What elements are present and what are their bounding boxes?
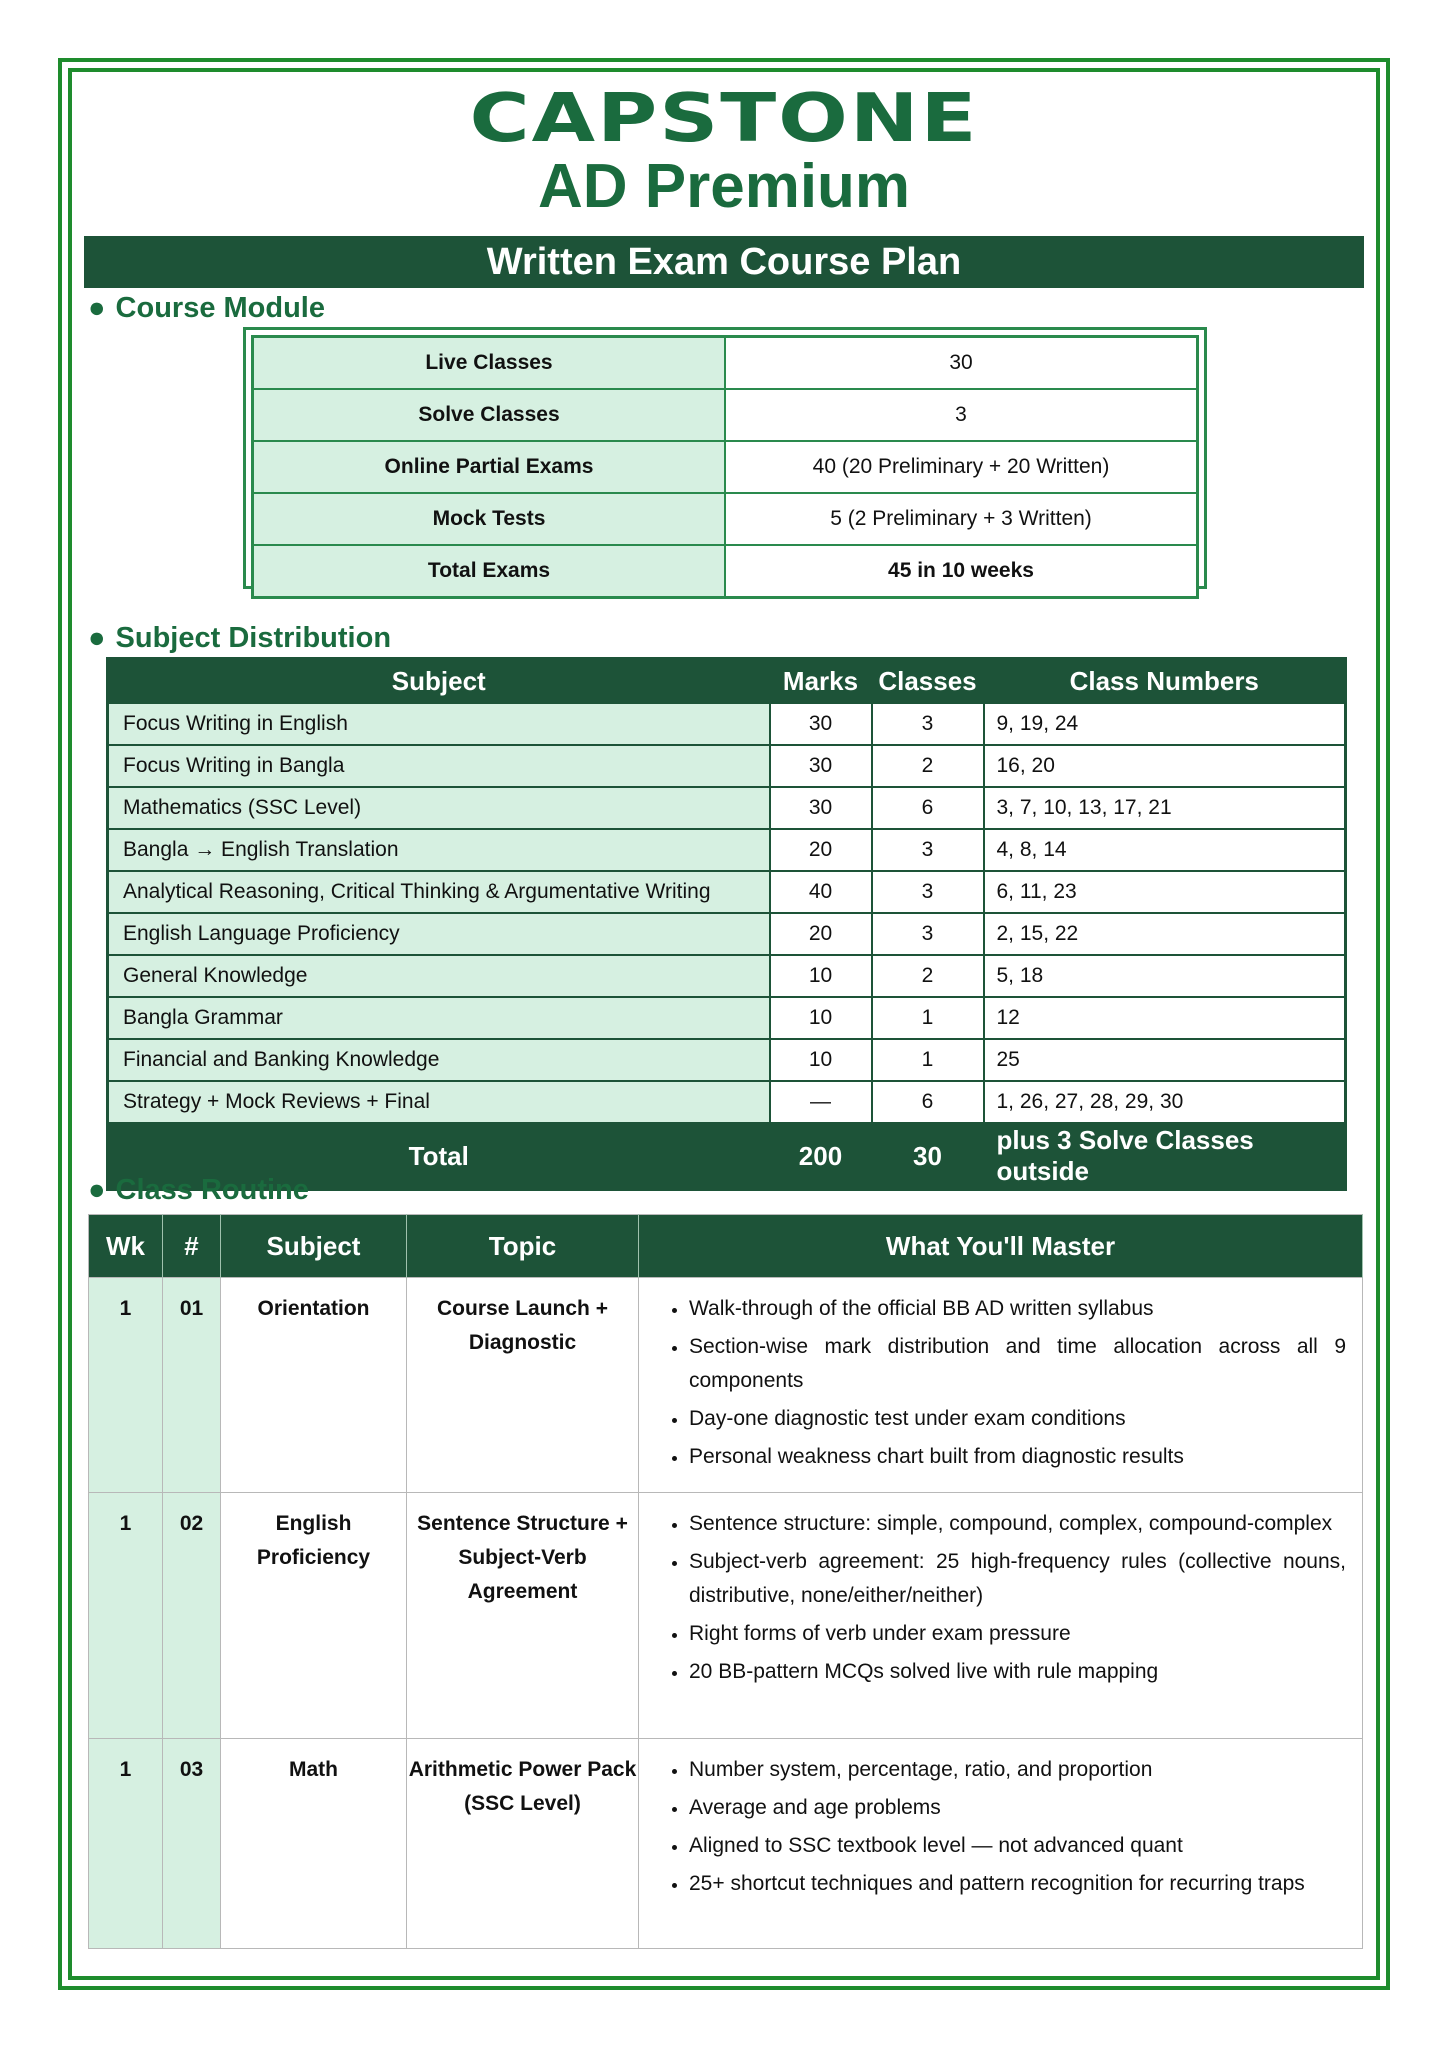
header-what-you-master: What You'll Master xyxy=(639,1215,1363,1278)
module-row xyxy=(253,493,1198,545)
distribution-header-row xyxy=(108,659,1346,704)
section-class-routine-label: Class Routine xyxy=(115,1174,309,1206)
section-subject-distribution-label: Subject Distribution xyxy=(115,622,392,654)
marks-cell: 30 xyxy=(770,787,872,829)
classes-cell: 3 xyxy=(872,703,984,745)
table-row xyxy=(108,745,1346,787)
header-marks: Marks xyxy=(770,659,872,704)
topic-cell: Sentence Structure + Subject-Verb Agreement xyxy=(407,1493,639,1739)
list-item: • Sentence structure: simple, compound, complex, compound-complex xyxy=(689,1507,1346,1541)
list-item: • Walk-through of the official BB AD written syllabus xyxy=(689,1292,1346,1326)
mastery-list xyxy=(649,1292,1346,1474)
module-row xyxy=(253,337,1198,390)
mastery-cell xyxy=(639,1739,1363,1949)
course-plan-banner: Written Exam Course Plan xyxy=(84,236,1364,288)
module-value: 5 (2 Preliminary + 3 Written) xyxy=(725,493,1198,545)
module-label: Solve Classes xyxy=(253,389,726,441)
subject-cell: Math xyxy=(221,1739,407,1949)
marks-cell: 30 xyxy=(770,703,872,745)
marks-cell: 30 xyxy=(770,745,872,787)
total-label: Total xyxy=(108,1123,770,1190)
subject-cell: Orientation xyxy=(221,1278,407,1493)
marks-cell: — xyxy=(770,1081,872,1123)
topic-cell: Arithmetic Power Pack (SSC Level) xyxy=(407,1739,639,1949)
mastery-list xyxy=(649,1753,1346,1901)
routine-row xyxy=(89,1278,1363,1493)
marks-cell: 40 xyxy=(770,871,872,913)
bullet-icon: ● xyxy=(88,622,106,654)
table-row xyxy=(108,871,1346,913)
module-label: Total Exams xyxy=(253,545,726,598)
subject-cell: Strategy + Mock Reviews + Final xyxy=(108,1081,770,1123)
subject-cell: Mathematics (SSC Level) xyxy=(108,787,770,829)
list-item: • Average and age problems xyxy=(689,1791,1346,1825)
mastery-list xyxy=(649,1507,1346,1689)
module-label: Live Classes xyxy=(253,337,726,390)
subject-cell: Financial and Banking Knowledge xyxy=(108,1039,770,1081)
table-row xyxy=(108,955,1346,997)
marks-cell: 10 xyxy=(770,955,872,997)
classes-cell: 3 xyxy=(872,913,984,955)
module-row xyxy=(253,545,1198,598)
section-class-routine xyxy=(88,1172,309,1208)
header-number: # xyxy=(163,1215,221,1278)
class-numbers-cell: 5, 18 xyxy=(984,955,1346,997)
list-item: • Aligned to SSC textbook level — not advanced quant xyxy=(689,1829,1346,1863)
list-item: • Section-wise mark distribution and time allocation across all 9 components xyxy=(689,1330,1346,1398)
class-numbers-cell: 16, 20 xyxy=(984,745,1346,787)
list-item: • Personal weakness chart built from diagnostic results xyxy=(689,1440,1346,1474)
class-numbers-cell: 3, 7, 10, 13, 17, 21 xyxy=(984,787,1346,829)
subject-cell: Focus Writing in English xyxy=(108,703,770,745)
subject-cell: Bangla → English Translation xyxy=(108,829,770,871)
class-numbers-cell: 25 xyxy=(984,1039,1346,1081)
class-numbers-cell: 12 xyxy=(984,997,1346,1039)
module-value: 3 xyxy=(725,389,1198,441)
routine-header-row xyxy=(89,1215,1363,1278)
total-marks: 200 xyxy=(770,1123,872,1190)
table-row xyxy=(108,997,1346,1039)
class-number-cell: 03 xyxy=(163,1739,221,1949)
class-number-cell: 01 xyxy=(163,1278,221,1493)
subject-cell: English Proficiency xyxy=(221,1493,407,1739)
classes-cell: 6 xyxy=(872,787,984,829)
classes-cell: 3 xyxy=(872,871,984,913)
section-course-module xyxy=(88,290,325,326)
list-item: • 20 BB-pattern MCQs solved live with rule mapping xyxy=(689,1655,1346,1689)
list-item: • Number system, percentage, ratio, and proportion xyxy=(689,1753,1346,1787)
total-note: plus 3 Solve Classes outside xyxy=(984,1123,1346,1190)
routine-row xyxy=(89,1493,1363,1739)
class-numbers-cell: 2, 15, 22 xyxy=(984,913,1346,955)
classes-cell: 1 xyxy=(872,1039,984,1081)
section-course-module-label: Course Module xyxy=(115,292,325,324)
capstone-logo: CAPSTONE xyxy=(469,79,979,158)
topic-cell: Course Launch + Diagnostic xyxy=(407,1278,639,1493)
table-row xyxy=(108,1081,1346,1123)
class-number-cell: 02 xyxy=(163,1493,221,1739)
classes-cell: 1 xyxy=(872,997,984,1039)
bullet-icon: ● xyxy=(88,1174,106,1206)
classes-cell: 2 xyxy=(872,745,984,787)
table-row xyxy=(108,1039,1346,1081)
marks-cell: 10 xyxy=(770,1039,872,1081)
table-row xyxy=(108,787,1346,829)
course-module-box xyxy=(243,327,1207,589)
week-cell: 1 xyxy=(89,1739,163,1949)
routine-row xyxy=(89,1739,1363,1949)
class-numbers-cell: 9, 19, 24 xyxy=(984,703,1346,745)
list-item: • 25+ shortcut techniques and pattern recognition for recurring traps xyxy=(689,1867,1346,1901)
subject-cell: General Knowledge xyxy=(108,955,770,997)
class-routine-table xyxy=(88,1214,1363,1949)
module-label: Online Partial Exams xyxy=(253,441,726,493)
classes-cell: 6 xyxy=(872,1081,984,1123)
week-cell: 1 xyxy=(89,1278,163,1493)
class-numbers-cell: 6, 11, 23 xyxy=(984,871,1346,913)
subject-cell: Focus Writing in Bangla xyxy=(108,745,770,787)
header-week: Wk xyxy=(89,1215,163,1278)
classes-cell: 3 xyxy=(872,829,984,871)
subject-cell: Analytical Reasoning, Critical Thinking & Argumentative Writing xyxy=(108,871,770,913)
mastery-cell xyxy=(639,1493,1363,1739)
table-row xyxy=(108,829,1346,871)
header-topic: Topic xyxy=(407,1215,639,1278)
week-cell: 1 xyxy=(89,1493,163,1739)
class-numbers-cell: 4, 8, 14 xyxy=(984,829,1346,871)
module-label: Mock Tests xyxy=(253,493,726,545)
table-row xyxy=(108,703,1346,745)
list-item: • Right forms of verb under exam pressure xyxy=(689,1617,1346,1651)
header-class-numbers: Class Numbers xyxy=(984,659,1346,704)
header-subject: Subject xyxy=(108,659,770,704)
total-classes: 30 xyxy=(872,1123,984,1190)
module-value: 45 in 10 weeks xyxy=(725,545,1198,598)
course-module-table xyxy=(251,335,1199,599)
subject-cell: Bangla Grammar xyxy=(108,997,770,1039)
marks-cell: 20 xyxy=(770,913,872,955)
list-item: • Day-one diagnostic test under exam conditions xyxy=(689,1402,1346,1436)
bullet-icon: ● xyxy=(88,292,106,324)
module-value: 30 xyxy=(725,337,1198,390)
mastery-cell xyxy=(639,1278,1363,1493)
class-numbers-cell: 1, 26, 27, 28, 29, 30 xyxy=(984,1081,1346,1123)
marks-cell: 10 xyxy=(770,997,872,1039)
module-value: 40 (20 Preliminary + 20 Written) xyxy=(725,441,1198,493)
header-subject: Subject xyxy=(221,1215,407,1278)
subject-distribution-table xyxy=(106,657,1347,1191)
table-row xyxy=(108,913,1346,955)
header-classes: Classes xyxy=(872,659,984,704)
section-subject-distribution xyxy=(88,620,391,656)
marks-cell: 20 xyxy=(770,829,872,871)
module-row xyxy=(253,441,1198,493)
list-item: • Subject-verb agreement: 25 high-frequency rules (collective nouns, distributive, none/either/neither) xyxy=(689,1545,1346,1613)
subject-cell: English Language Proficiency xyxy=(108,913,770,955)
module-row xyxy=(253,389,1198,441)
classes-cell: 2 xyxy=(872,955,984,997)
program-title: AD Premium xyxy=(537,152,911,221)
